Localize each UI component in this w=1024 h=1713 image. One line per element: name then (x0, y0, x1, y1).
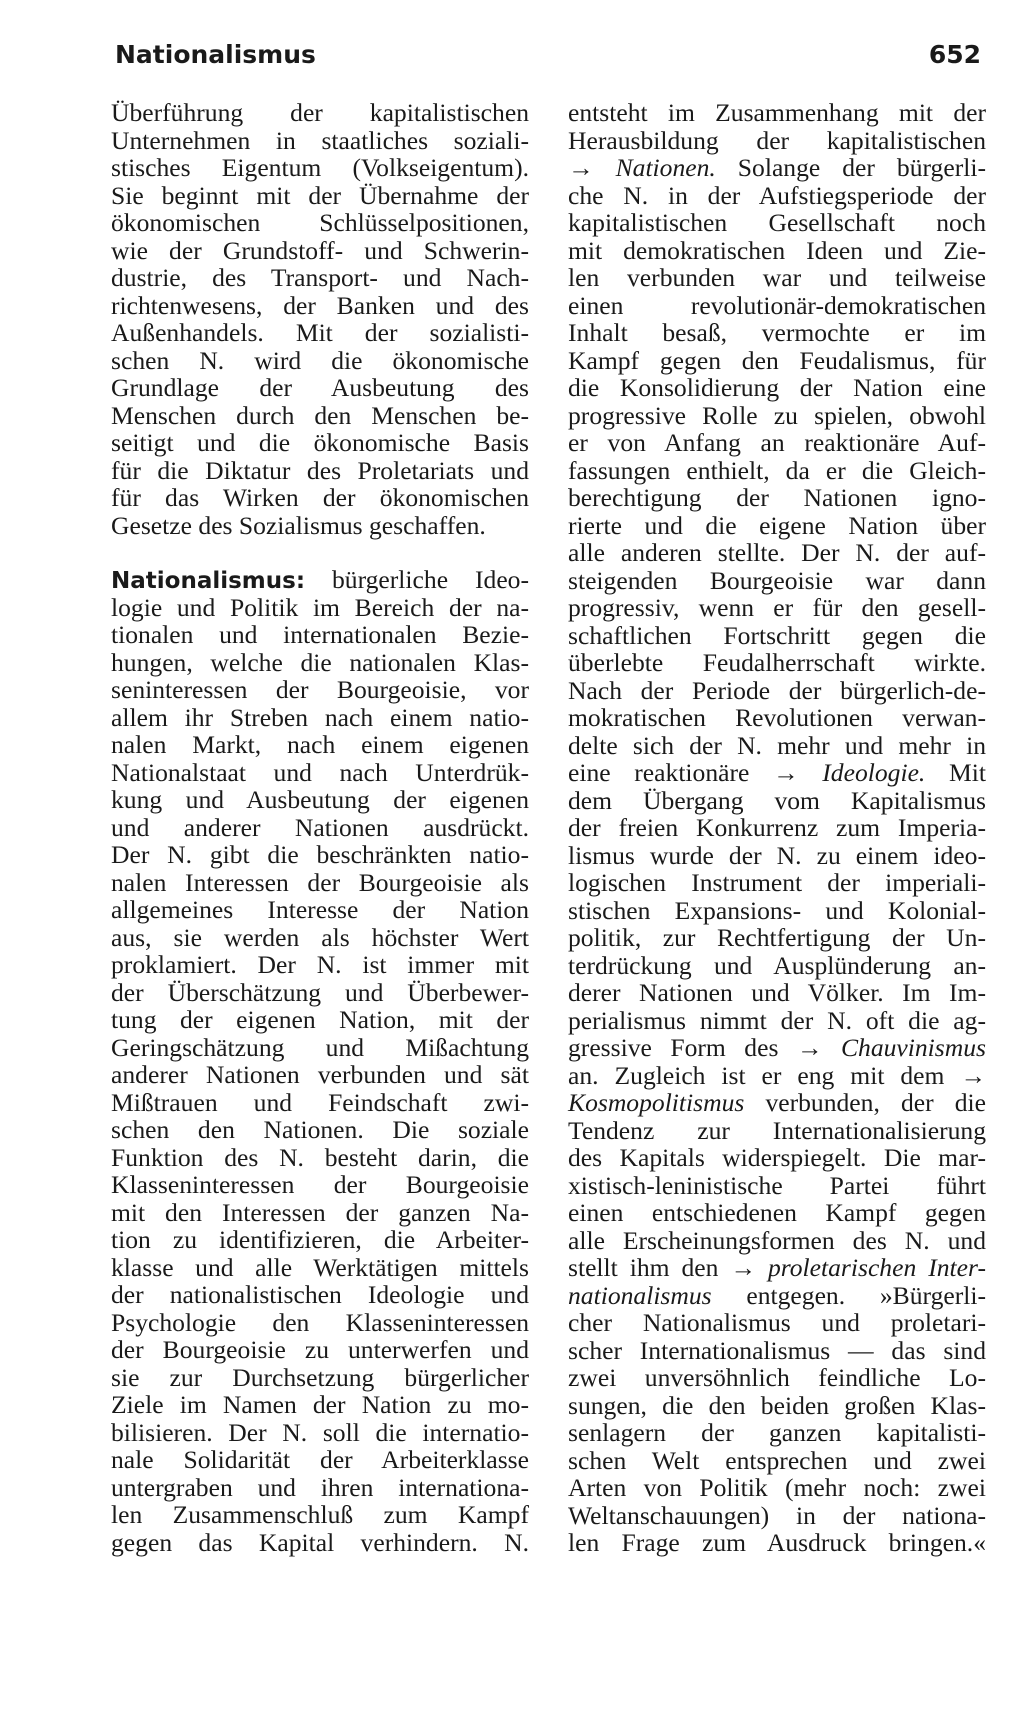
page-header-title: Nationalismus (115, 40, 316, 69)
arrow-icon: → (796, 1033, 823, 1062)
text-fragment: Mit (925, 758, 986, 787)
xref-ideologie[interactable]: Ideologie. (822, 758, 926, 787)
text-fragment: Solange der bürgerli- (715, 153, 986, 182)
text-line: Tendenz zur Internationalisierung (568, 1115, 986, 1145)
text-line: rierte und die eigene Nation über (568, 510, 986, 540)
continuation-paragraph (111, 99, 529, 539)
xref-line-chauvinismus (568, 1034, 986, 1062)
text-line: perialismus nimmt der N. oft die ag- (568, 1005, 986, 1035)
xref-chauvinismus[interactable]: Chauvinismus (840, 1033, 986, 1062)
text-line: mokratischen Revolutionen verwan- (568, 703, 986, 732)
text-line: terdrückung und Ausplünderung an- (568, 950, 986, 980)
text-line: cher Nationalismus und proletari- (568, 1308, 986, 1337)
text-line: senlagern der ganzen kapitalisti- (568, 1418, 986, 1447)
paragraph-gap (111, 539, 529, 566)
text-line: für die Diktatur des Proletariats und (111, 455, 529, 485)
text-line: Inhalt besaß, vermochte er im (568, 318, 986, 347)
text-line: Menschen durch den Menschen be- (111, 400, 529, 430)
text-line: logischen Instrument der imperiali- (568, 868, 986, 897)
xref-line-kosmopolitismus (568, 1089, 986, 1117)
text-line: Kampf gegen den Feudalismus, für (568, 345, 986, 375)
text-line: len Frage zum Ausdruck bringen.« (568, 1528, 986, 1557)
text-line: der Bourgeoisie zu unterwerfen und (111, 1335, 529, 1364)
text-line: tionalen und internationalen Bezie- (111, 620, 529, 649)
text-line: Gesetze des Sozialismus geschaffen. (111, 510, 486, 540)
text-line: Geringschätzung und Mißachtung (111, 1032, 529, 1062)
text-line: der Überschätzung und Überbewer- (111, 977, 529, 1007)
text-line: stisches Eigentum (Volkseigentum). (111, 153, 529, 182)
text-line: logie und Politik im Bereich der na- (111, 592, 529, 622)
text-line: mit den Interessen der ganzen Na- (111, 1197, 529, 1227)
text-line: kung und Ausbeutung der eigenen (111, 785, 529, 814)
text-line: aus, sie werden als höchster Wert (111, 922, 529, 952)
text-line: die Konsolidierung der Nation eine (568, 373, 986, 402)
text-line: untergraben und ihren internationa- (111, 1472, 529, 1502)
text-line: des Kapitals widerspiegelt. Die mar- (568, 1143, 986, 1172)
text-line: nalen Interessen der Bourgeoisie als (111, 867, 529, 897)
entry-nationalismus (111, 566, 529, 1556)
text-line: bilisieren. Der N. soll die internatio- (111, 1417, 529, 1447)
xref-line-nationen (568, 154, 986, 182)
xref-line-kosmopolitismus-pre (568, 1062, 986, 1090)
arrow-icon: → (773, 758, 799, 787)
text-line: dem Übergang vom Kapitalismus (568, 785, 986, 815)
text-line: steigenden Bourgeoisie war dann (568, 565, 986, 595)
text-line: allgemeines Interesse der Nation (111, 895, 529, 924)
text-line: für das Wirken der ökonomischen (111, 483, 529, 512)
text-line: stischen Expansions- und Kolonial- (568, 895, 986, 925)
text-line: gegen das Kapital verhindern. N. (111, 1527, 529, 1557)
entry-first-line-text: bürgerliche Ideo- (305, 565, 529, 594)
text-line: Herausbildung der kapitalistischen (568, 125, 986, 155)
right-column (568, 99, 986, 1557)
text-fragment: gressive Form des (568, 1033, 797, 1062)
text-line: der nationalistischen Ideologie und (111, 1280, 529, 1309)
text-line: Nach der Periode der bürgerlich-de- (568, 675, 986, 705)
text-fragment: stellt ihm den (568, 1253, 731, 1282)
text-fragment: verbunden, der die (744, 1088, 986, 1117)
text-fragment: entgegen. »Bürgerli- (711, 1280, 986, 1310)
text-line: derer Nationen und Völker. Im Im- (568, 978, 986, 1007)
text-line: und anderer Nationen ausdrückt. (111, 812, 529, 842)
text-line: delte sich der N. mehr und mehr in (568, 730, 986, 760)
text-line: lismus wurde der N. zu einem ideo- (568, 840, 986, 870)
text-line: schen den Nationen. Die soziale (111, 1115, 529, 1144)
text-line: seninteressen der Bourgeoisie, vor (111, 675, 529, 704)
text-line: nale Solidarität der Arbeiterklasse (111, 1445, 529, 1474)
text-line: wie der Grundstoff- und Schwerin- (111, 235, 529, 265)
text-line: Der N. gibt die beschränkten natio- (111, 840, 529, 869)
entry-lemma: Nationalismus: (111, 568, 306, 594)
xref-line-proletarischen (568, 1254, 986, 1282)
text-line: kapitalistischen Gesellschaft noch (568, 208, 986, 237)
text-fragment: an. Zugleich ist er eng mit dem (568, 1060, 961, 1090)
text-line: fassungen enthielt, da er die Gleich- (568, 455, 986, 485)
text-line: alle Erscheinungsformen des N. und (568, 1225, 986, 1255)
running-head (115, 40, 981, 80)
left-column (111, 99, 529, 1556)
text-line: sie zur Durchsetzung bürgerlicher (111, 1362, 529, 1392)
text-line: Klasseninteressen der Bourgeoisie (111, 1170, 529, 1199)
xref-proletarischen-internationalismus-cont[interactable]: nationalismus (568, 1280, 712, 1310)
text-line: überlebte Feudalherrschaft wirkte. (568, 648, 986, 677)
text-line: len Zusammenschluß zum Kampf (111, 1500, 529, 1529)
text-line: Ziele im Namen der Nation zu mo- (111, 1390, 529, 1419)
text-line: seitigt und die ökonomische Basis (111, 428, 529, 457)
arrow-icon: → (568, 153, 594, 182)
text-line: Weltanschauungen) in der nationa- (568, 1500, 986, 1530)
text-line: schaftlichen Fortschritt gegen die (568, 620, 986, 650)
text-line: dustrie, des Transport- und Nach- (111, 263, 529, 292)
text-line: progressive Rolle zu spielen, obwohl (568, 400, 986, 430)
text-line: che N. in der Aufstiegsperiode der (568, 180, 986, 210)
text-line: richtenwesens, der Banken und des (111, 290, 529, 320)
text-line: klasse und alle Werktätigen mittels (111, 1252, 529, 1282)
text-line: xistisch-leninistische Partei führt (568, 1170, 986, 1200)
text-line: allem ihr Streben nach einem natio- (111, 702, 529, 732)
text-fragment: eine reaktionäre (568, 758, 774, 787)
text-line: hungen, welche die nationalen Klas- (111, 647, 529, 677)
arrow-icon: → (730, 1253, 756, 1282)
page-number: 652 (928, 40, 981, 69)
text-line: zwei unversöhnlich feindliche Lo- (568, 1363, 986, 1392)
text-line: Außenhandels. Mit der sozialisti- (111, 318, 529, 347)
text-line: progressiv, wenn er für den gesell- (568, 593, 986, 622)
text-line: einen revolutionär-demokratischen (568, 290, 986, 320)
text-line: politik, zur Rechtfertigung der Un- (568, 923, 986, 952)
text-line: entsteht im Zusammenhang mit der (568, 98, 986, 127)
arrow-icon: → (960, 1060, 986, 1090)
text-line: anderer Nationen verbunden und sät (111, 1060, 529, 1089)
text-line: Arten von Politik (mehr noch: zwei (568, 1473, 986, 1502)
xref-kosmopolitismus[interactable]: Kosmopolitismus (568, 1088, 745, 1117)
text-line: Unternehmen in staatliches soziali- (111, 125, 529, 155)
text-line: sungen, die den beiden großen Klas- (568, 1390, 986, 1420)
text-line: mit demokratischen Ideen und Zie- (568, 235, 986, 265)
text-line: der freien Konkurrenz zum Imperia- (568, 813, 986, 842)
text-line: berechtigung der Nationen igno- (568, 483, 986, 512)
xref-line-ideologie (568, 759, 986, 787)
text-line: scher Internationalismus — das sind (568, 1335, 986, 1365)
xref-line-internationalismus (568, 1282, 986, 1310)
xref-proletarischen-internationalismus[interactable]: proletarischen Inter- (767, 1253, 986, 1282)
text-line: schen Welt entsprechen und zwei (568, 1445, 986, 1475)
text-line: einen entschiedenen Kampf gegen (568, 1198, 986, 1227)
text-line: schen N. wird die ökonomische (111, 345, 529, 375)
text-line: Mißtrauen und Feindschaft zwi- (111, 1087, 529, 1117)
text-line: alle anderen stellte. Der N. der auf- (568, 538, 986, 567)
text-line: len verbunden war und teilweise (568, 263, 986, 292)
text-line: Nationalstaat und nach Unterdrük- (111, 757, 529, 787)
text-line: nalen Markt, nach einem eigenen (111, 730, 529, 759)
text-line: ökonomischen Schlüsselpositionen, (111, 208, 529, 237)
text-line: tung der eigenen Nation, mit der (111, 1005, 529, 1034)
text-line: Überführung der kapitalistischen (111, 98, 529, 127)
text-line: er von Anfang an reaktionäre Auf- (568, 428, 986, 457)
text-line: Funktion des N. besteht darin, die (111, 1142, 529, 1172)
xref-nationen[interactable]: Nationen. (615, 153, 716, 182)
text-line: tion zu identifizieren, die Arbeiter- (111, 1225, 529, 1254)
text-line: Grundlage der Ausbeutung des (111, 373, 529, 402)
entry-first-line (111, 566, 529, 594)
text-line: Psychologie den Klasseninteressen (111, 1307, 529, 1337)
text-line: proklamiert. Der N. ist immer mit (111, 950, 529, 979)
text-line: Sie beginnt mit der Übernahme der (111, 180, 529, 210)
